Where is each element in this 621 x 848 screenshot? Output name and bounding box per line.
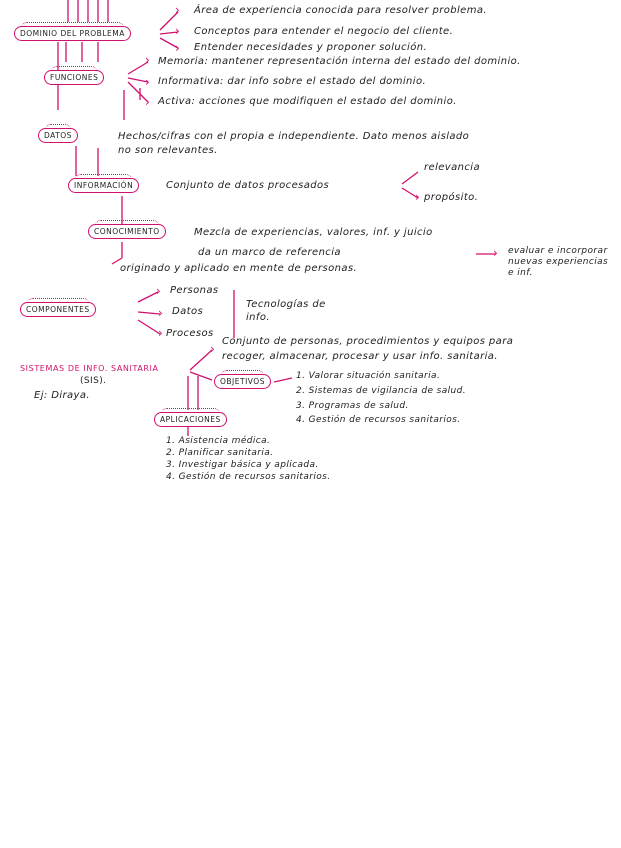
funciones-item-1: Memoria: mantener representación interna del estado del dominio. (158, 56, 521, 67)
conocimiento-line-2 (198, 247, 341, 258)
informacion-item-2: propósito. (424, 192, 479, 203)
componentes-item-1: Personas (170, 285, 219, 296)
objetivos-cloud: OBJETIVOS (214, 374, 271, 389)
arrow-head-icon: › (145, 95, 150, 109)
arrow-head-icon: › (175, 24, 180, 38)
funciones-cloud: FUNCIONES (44, 70, 104, 85)
datos-line-2: no son relevantes. (118, 145, 218, 156)
funciones-item-2: Informativa: dar info sobre el estado del dominio. (158, 76, 427, 87)
conocimiento-line-2-text: da un marco de referencia (198, 247, 341, 258)
arrow-head-icon: › (156, 284, 161, 298)
sis-definition-2: recoger, almacenar, procesar y usar info. sanitaria. (222, 351, 498, 362)
sis-title: SISTEMAS DE INFO. SANITARIA (20, 364, 159, 373)
conocimiento-line-3: originado y aplicado en mente de personas. (120, 263, 358, 274)
arrow-head-icon: › (493, 246, 498, 260)
arrow-head-icon: › (145, 75, 150, 89)
arrow-head-icon: › (175, 3, 180, 17)
arrow-head-icon: › (210, 342, 215, 356)
arrow-head-icon: › (158, 326, 163, 340)
aplicacion-1: 1. Asistencia médica. (166, 436, 271, 446)
objetivo-1: 1. Valorar situación sanitaria. (296, 371, 441, 381)
arrow-head-icon: › (175, 41, 180, 55)
conocimiento-cloud: CONOCIMIENTO (88, 224, 166, 239)
componentes-item-2: Datos (172, 306, 204, 317)
objetivo-3: 3. Programas de salud. (296, 401, 409, 411)
arrow-head-icon: › (158, 306, 163, 320)
sis-abbr: (SIS). (80, 376, 107, 386)
informacion-cloud: INFORMACIÓN (68, 178, 139, 193)
objetivo-2: 2. Sistemas de vigilancia de salud. (296, 386, 467, 396)
dominio-item-2: Conceptos para entender el negocio del cliente. (194, 26, 454, 37)
sis-example: Ej: Diraya. (34, 390, 90, 401)
objetivo-4: 4. Gestión de recursos sanitarios. (296, 415, 461, 425)
informacion-item-1: relevancia (424, 162, 480, 173)
dominio-item-3: Entender necesidades y proponer solución. (194, 42, 428, 53)
arrow-head-icon: › (415, 190, 420, 204)
conocimiento-result: evaluar e incorporar nuevas experiencias e inf. (508, 246, 609, 278)
dominio-cloud: DOMINIO DEL PROBLEMA (14, 26, 131, 41)
sis-definition-1: Conjunto de personas, procedimientos y equipos para (222, 336, 514, 347)
conocimiento-line-1: Mezcla de experiencias, valores, inf. y juicio (194, 227, 433, 238)
aplicacion-4: 4. Gestión de recursos sanitarios. (166, 472, 331, 482)
funciones-item-3: Activa: acciones que modifiquen el estado del dominio. (158, 96, 457, 107)
datos-cloud: DATOS (38, 128, 78, 143)
informacion-text: Conjunto de datos procesados (166, 180, 330, 191)
datos-line-1: Hechos/cifras con el propia e independiente. Dato menos aislado (118, 131, 470, 142)
componentes-item-3: Procesos (166, 328, 214, 339)
dominio-item-1: Área de experiencia conocida para resolver problema. (194, 5, 487, 16)
componentes-tech: Tecnologías de info. (246, 299, 326, 323)
aplicacion-2: 2. Planificar sanitaria. (166, 448, 274, 458)
arrow-head-icon: › (145, 53, 150, 67)
aplicacion-3: 3. Investigar básica y aplicada. (166, 460, 319, 470)
aplicaciones-cloud: APLICACIONES (154, 412, 227, 427)
componentes-cloud: COMPONENTES (20, 302, 96, 317)
